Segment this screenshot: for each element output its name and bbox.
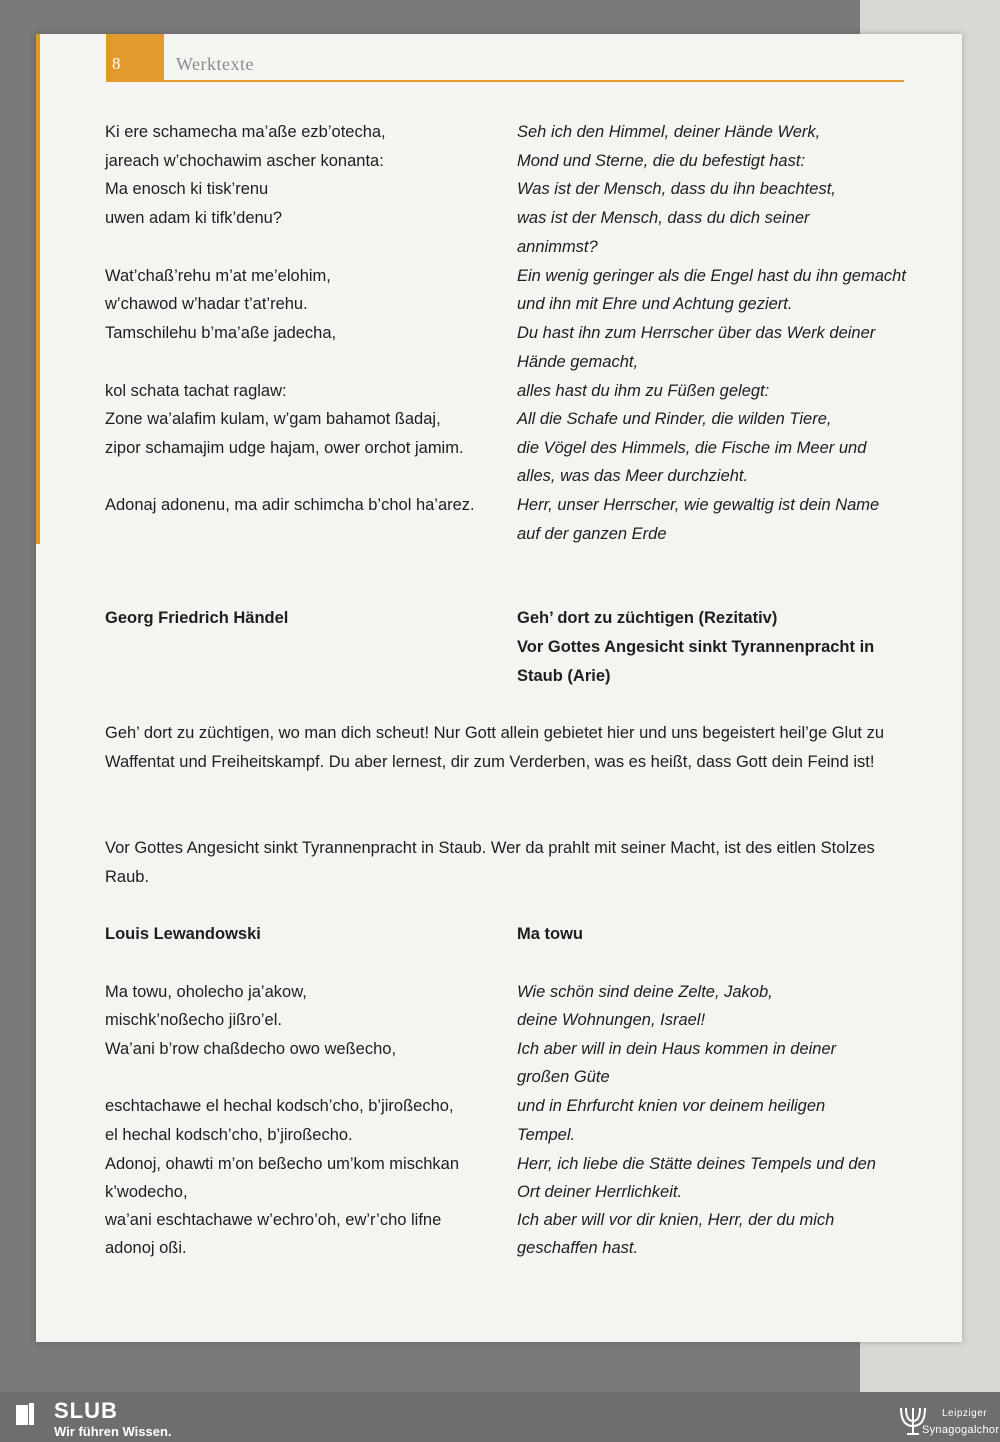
library-logo[interactable]: SLUB [54,1398,118,1423]
choir-name-line1: Leipziger [942,1408,988,1419]
text-line: Ki ere schamecha ma’aße ezb’otecha, [105,123,386,141]
text-line: was ist der Mensch, dass du dich seiner [517,209,810,227]
text-line: Zone wa’alafim kulam, w’gam bahamot ßadaj, [105,410,441,428]
text-line: Adonaj adonenu, ma adir schimcha b’chol ha’arez. [105,496,475,514]
work-title: Ma towu [517,925,583,943]
text-line: Seh ich den Himmel, deiner Hände Werk, [517,123,821,141]
text-line: großen Güte [517,1068,610,1086]
text-line: w’chawod w’hadar t’at’rehu. [105,295,308,313]
recitative-text: Geh’ dort zu züchtigen, wo man dich scheut! Nur Gott allein gebietet hier und uns begeistert heil’ge Glut zu Waffentat und Freiheitskampf. Du aber lernest, dir zum Verderben, was es heißt, dass Gott dein Feind ist! [105,724,884,771]
text-line: Ich aber will vor dir knien, Herr, der du mich [517,1211,835,1229]
work-title-line: Staub (Arie) [517,667,611,685]
text-line: Mond und Sterne, die du befestigt hast: [517,152,806,170]
text-line: Herr, unser Herrscher, wie gewaltig ist dein Name [517,496,880,514]
text-line: uwen adam ki tifk’denu? [105,209,283,227]
text-line: Tempel. [517,1126,576,1144]
text-line: Was ist der Mensch, dass du ihn beachtest, [517,180,836,198]
text-line: Adonoj, ohawti m’on beßecho um’kom mischkan [105,1155,460,1173]
text-line: adonoj oßi. [105,1239,187,1257]
text-line: Wat’chaß’rehu m’at me’elohim, [105,267,331,285]
text-line: geschaffen hast. [517,1239,639,1257]
text-line: mischk’noßecho jißro’el. [105,1011,282,1029]
text-line: Hände gemacht, [517,353,639,371]
work-title-line: Vor Gottes Angesicht sinkt Tyrannenpracht in [517,638,875,656]
text-line: annimmst? [517,238,598,256]
text-line: und in Ehrfurcht knien vor deinem heiligen [517,1097,826,1115]
text-line: alles, was das Meer durchzieht. [517,467,749,485]
accent-bar [36,34,40,544]
book-icon [16,1403,34,1425]
composer-heading: Georg Friedrich Händel [105,609,289,627]
text-line: Ein wenig geringer als die Engel hast du ihn gemacht [517,267,906,285]
aria-text: Vor Gottes Angesicht sinkt Tyrannenpracht in Staub. Wer da prahlt mit seiner Macht, ist des eitlen Stolzes Raub. [105,839,875,886]
work-title-line: Geh’ dort zu züchtigen (Rezitativ) [517,609,778,627]
library-tagline: Wir führen Wissen. [54,1424,172,1439]
text-line: wa’ani eschtachawe w’echro’oh, ew’r’cho lifne [105,1211,442,1229]
text-line: k’wodecho, [105,1183,188,1201]
text-line: deine Wohnungen, Israel! [517,1011,706,1029]
text-line: Ich aber will in dein Haus kommen in deiner [517,1040,837,1058]
text-line: kol schata tachat raglaw: [105,382,287,400]
text-line: Wa’ani b’row chaßdecho owo weßecho, [105,1040,397,1058]
text-line: Ort deiner Herrlichkeit. [517,1183,683,1201]
text-line: Ma enosch ki tisk’renu [105,180,269,198]
text-line: zipor schamajim udge hajam, ower orchot jamim. [105,439,464,457]
text-line: die Vögel des Himmels, die Fische im Meer und [517,439,867,457]
text-line: jareach w’chochawim ascher konanta: [105,152,384,170]
text-line: und ihn mit Ehre und Achtung geziert. [517,295,793,313]
text-line: Du hast ihn zum Herrscher über das Werk deiner [517,324,876,342]
text-line: alles hast du ihm zu Füßen gelegt: [517,382,770,400]
page-number: 8 [112,54,121,73]
choir-name-line2: Synagogalchor [922,1424,1000,1436]
text-line: eschtachawe el hechal kodsch’cho, b’jiroßecho, [105,1097,454,1115]
section-title: Werktexte [176,54,255,74]
text-line: Tamschilehu b’ma’aße jadecha, [105,324,337,342]
text-line: Herr, ich liebe die Stätte deines Tempels und den [517,1155,876,1173]
text-line: el hechal kodsch’cho, b’jiroßecho. [105,1126,353,1144]
text-line: Wie schön sind deine Zelte, Jakob, [517,983,773,1001]
composer-heading: Louis Lewandowski [105,925,261,943]
header-rule [106,80,904,82]
text-line: Ma towu, oholecho ja’akow, [105,983,307,1001]
text-line: All die Schafe und Rinder, die wilden Tiere, [517,410,832,428]
text-line: auf der ganzen Erde [517,525,667,543]
